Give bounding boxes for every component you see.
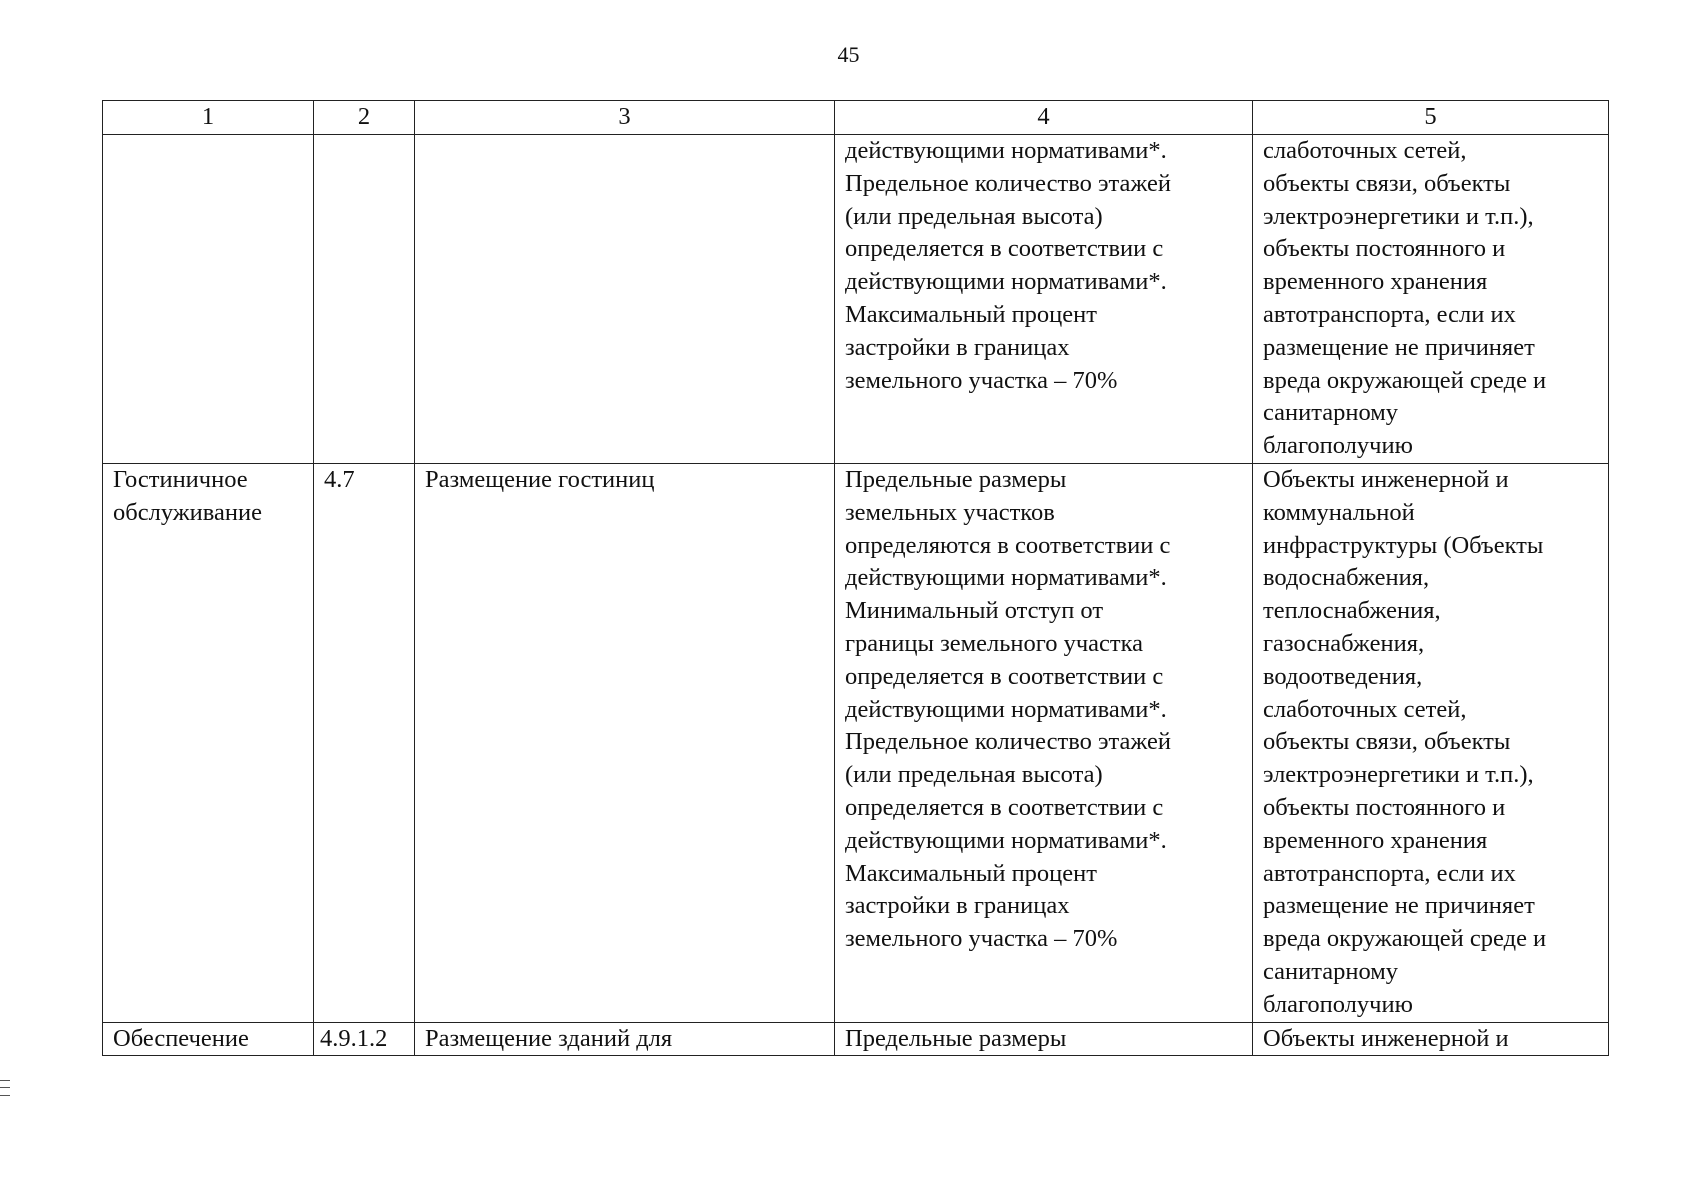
column-header-5: 5 <box>1253 101 1609 135</box>
table-header-row <box>103 101 1609 135</box>
use-code-cell <box>314 135 415 464</box>
column-header-1: 1 <box>103 101 314 135</box>
table-row <box>103 463 1609 1022</box>
table-row <box>103 135 1609 464</box>
use-description-cell: Размещение гостиниц <box>415 463 835 1022</box>
parameters-cell: Предельные размеры <box>835 1022 1253 1056</box>
auxiliary-uses-cell: слаботочных сетей, объекты связи, объекты электроэнергетики и т.п.), объекты постоянного и временного хранения автотранспорта, если их размещение не причиняет вреда окружающей среде и санитарному благополучию <box>1253 135 1609 464</box>
scan-margin-mark <box>0 1080 10 1096</box>
column-header-3: 3 <box>415 101 835 135</box>
parameters-cell: действующими нормативами*. Предельное количество этажей (или предельная высота) определяется в соответствии с действующими нормативами*. Максимальный процент застройки в границах земельного участка – 70% <box>835 135 1253 464</box>
column-header-2: 2 <box>314 101 415 135</box>
page-number: 45 <box>837 42 860 67</box>
column-header-4: 4 <box>835 101 1253 135</box>
auxiliary-uses-cell: Объекты инженерной и <box>1253 1022 1609 1056</box>
regulations-table <box>102 100 1609 1056</box>
use-description-cell <box>415 135 835 464</box>
use-name-cell <box>103 135 314 464</box>
use-name-cell: Гостиничное обслуживание <box>103 463 314 1022</box>
use-description-cell: Размещение зданий для <box>415 1022 835 1056</box>
auxiliary-uses-cell: Объекты инженерной и коммунальной инфраструктуры (Объекты водоснабжения, теплоснабжения, газоснабжения, водоотведения, слаботочных сетей, объекты связи, объекты электроэнергетики и т.п.), объекты постоянного и временного хранения автотранспорта, если их размещение не причиняет вреда окружающей среде и санитарному благополучию <box>1253 463 1609 1022</box>
table-row <box>103 1022 1609 1056</box>
use-name-cell: Обеспечение <box>103 1022 314 1056</box>
use-code-cell: 4.9.1.2 <box>314 1022 415 1056</box>
parameters-cell: Предельные размеры земельных участков определяются в соответствии с действующими нормативами*. Минимальный отступ от границы земельного участка определяется в соответствии с действующими нормативами*. Предельное количество этажей (или предельная высота) определяется в соответствии с действующими нормативами*. Максимальный процент застройки в границах земельного участка – 70% <box>835 463 1253 1022</box>
use-code-cell: 4.7 <box>314 463 415 1022</box>
